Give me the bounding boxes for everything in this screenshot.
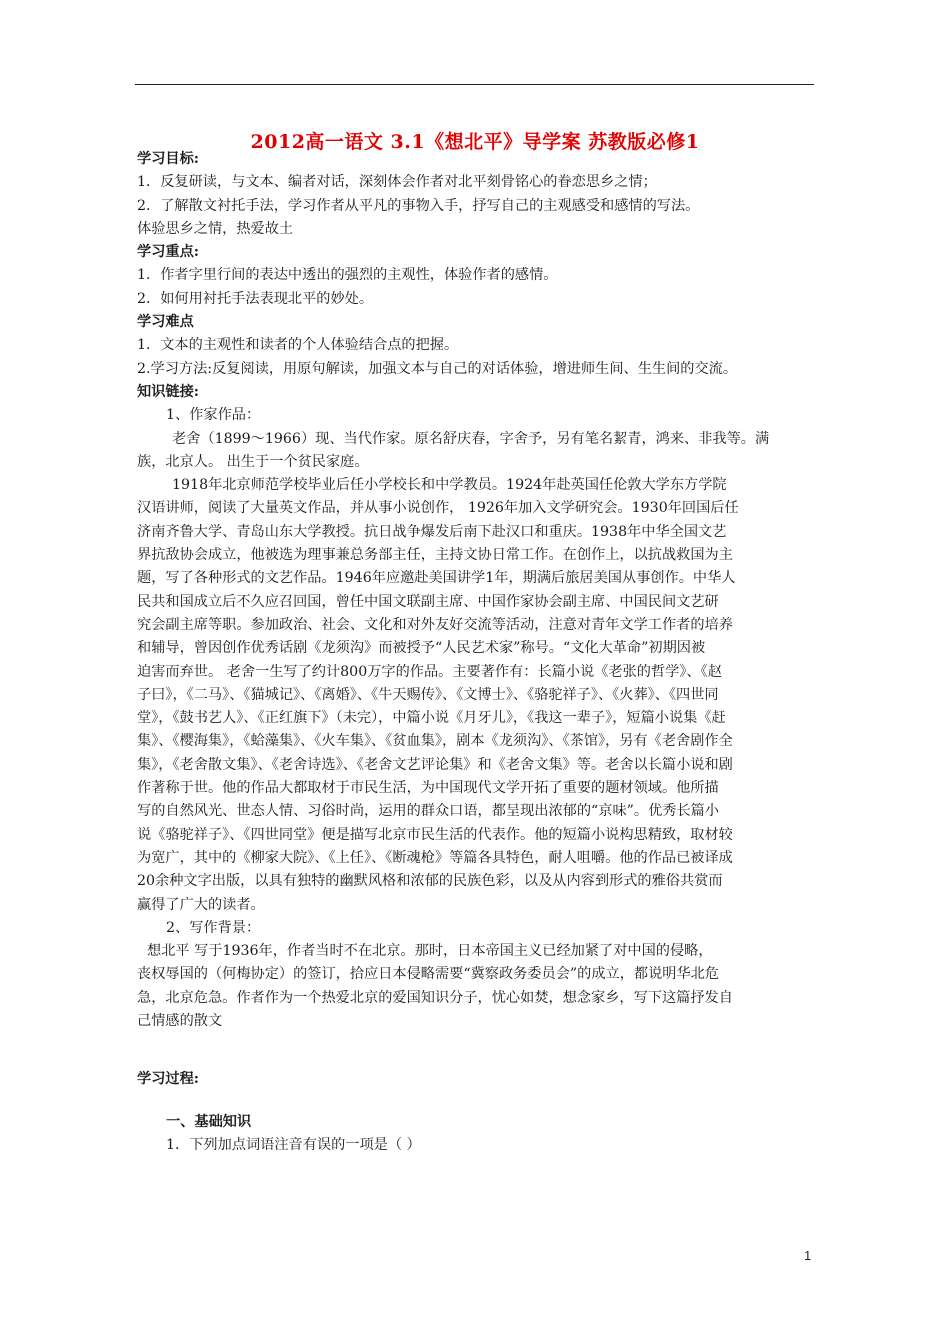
goals-heading: 学习目标: bbox=[137, 151, 199, 167]
links-subheading-background: 2、写作背景： bbox=[166, 919, 261, 936]
bio-line: 1918年北京师范学校毕业后任小学校长和中学教员。1924年赴英国任伦敦大学东方学院 bbox=[172, 477, 727, 494]
document-title: 2012高一语文 3.1《想北平》导学案 苏教版必修1 bbox=[250, 131, 700, 153]
intro-line: 老舍（1899～1966）现、当代作家。原名舒庆春，字舍予，另有笔名絜青，鸿来、非我等。满 bbox=[172, 430, 770, 447]
bio-line: 究会副主席等职。参加政治、社会、文化和对外友好交流等活动，注意对青年文学工作者的培养 bbox=[137, 616, 733, 633]
difficulty-item: 1．文本的主观性和读者的个人体验结合点的把握。 bbox=[137, 337, 459, 354]
basic-knowledge-heading: 一、基础知识 bbox=[166, 1113, 252, 1130]
bio-line: 迫害而弃世。 老舍一生写了约计800万字的作品。主要著作有：长篇小说《老张的哲学》、《赵 bbox=[137, 663, 722, 680]
spacer bbox=[137, 1057, 827, 1068]
bio-line: 汉语讲师，阅读了大量英文作品，并从事小说创作， 1926年加入文学研究会。1930年回国后任 bbox=[137, 500, 739, 517]
bio-line: 赢得了广大的读者。 bbox=[137, 896, 265, 913]
spacer bbox=[137, 1033, 827, 1056]
intro-line: 族，北京人。 出生于一个贫民家庭。 bbox=[137, 453, 369, 470]
bio-line: 说《骆驼祥子》、《四世同堂》便是描写北京市民生活的代表作。他的短篇小说构思精致，取材较 bbox=[137, 826, 733, 843]
spacer bbox=[137, 1091, 827, 1111]
document-body bbox=[137, 148, 827, 1157]
focus-heading: 学习重点: bbox=[137, 244, 199, 261]
goal-item: 1．反复研读，与文本、编者对话，深刻体会作者对北平刻骨铭心的眷恋思乡之情； bbox=[137, 174, 657, 191]
goal-item: 体验思乡之情，热爱故土 bbox=[137, 220, 294, 237]
process-heading: 学习过程: bbox=[137, 1070, 199, 1087]
question-1: 1．下列加点词语注音有误的一项是（ ） bbox=[166, 1137, 421, 1154]
background-line: 急，北京危急。作者作为一个热爱北京的爱国知识分子，忧心如焚，想念家乡，写下这篇抒发自 bbox=[137, 989, 733, 1006]
background-line: 想北平 写于1936年，作者当时不在北京。那时，日本帝国主义已经加紧了对中国的侵略， bbox=[147, 943, 713, 960]
focus-item: 1．作者字里行间的表达中透出的强烈的主观性，体验作者的感情。 bbox=[137, 267, 558, 284]
bio-line: 集》，《老舍散文集》、《老舍诗选》、《老舍文艺评论集》和《老舍文集》等。老舍以长篇小说和剧 bbox=[137, 756, 733, 773]
links-subheading-author: 1、作家作品： bbox=[166, 407, 261, 424]
bio-line: 作著称于世。他的作品大都取材于市民生活，为中国现代文学开拓了重要的题材领域。他所描 bbox=[137, 780, 719, 797]
bio-line: 济南齐鲁大学、青岛山东大学教授。抗日战争爆发后南下赴汉口和重庆。1938年中华全国文艺 bbox=[137, 523, 727, 540]
page-number: 1 bbox=[804, 1248, 812, 1263]
bio-line: 集》、《樱海集》，《蛤藻集》、《火车集》、《贫血集》，剧本《龙须沟》、《茶馆》，另有《老舍剧作全 bbox=[137, 733, 733, 750]
bio-line: 堂》，《鼓书艺人》、《正红旗下》（未完），中篇小说《月牙儿》，《我这一辈子》，短篇小说集《赶 bbox=[137, 710, 726, 727]
links-heading: 知识链接: bbox=[137, 383, 199, 400]
difficulty-item: 2.学习方法:反复阅读，用原句解读，加强文本与自己的对话体验，增进师生间、生生间的交流。 bbox=[137, 360, 738, 377]
difficulty-heading: 学习难点 bbox=[137, 314, 194, 331]
goal-item: 2．了解散文衬托手法，学习作者从平凡的事物入手，抒写自己的主观感受和感情的写法。 bbox=[137, 197, 700, 214]
bio-line: 20余种文字出版，以具有独特的幽默风格和浓郁的民族色彩，以及从内容到形式的雅俗共赏而 bbox=[137, 873, 723, 890]
bio-line: 写的自然风光、世态人情、习俗时尚，运用的群众口语，都呈现出浓郁的“京味”。优秀长篇小 bbox=[137, 803, 720, 820]
focus-item: 2．如何用衬托手法表现北平的妙处。 bbox=[137, 290, 374, 307]
bio-line: 和辅导，曾因创作优秀话剧《龙须沟》而被授予“人民艺术家”称号。“文化大革命”初期因被 bbox=[137, 640, 706, 657]
bio-line: 民共和国成立后不久应召回国，曾任中国文联副主席、中国作家协会副主席、中国民间文艺研 bbox=[137, 593, 719, 610]
bio-line: 为宽广，其中的《柳家大院》、《上任》、《断魂枪》等篇各具特色，耐人咀嚼。他的作品已被译成 bbox=[137, 849, 733, 866]
bio-line: 界抗敌协会成立，他被选为理事兼总务部主任，主持文协日常工作。在创作上，以抗战救国为主 bbox=[137, 547, 733, 564]
bio-line: 题，写了各种形式的文艺作品。1946年应邀赴美国讲学1年，期满后旅居美国从事创作。中华人 bbox=[137, 570, 736, 587]
bio-line: 子曰》，《二马》、《猫城记》、《离婚》、《牛天赐传》、《文博士》、《骆驼祥子》、《火葬》、《四世同 bbox=[137, 686, 719, 703]
background-line: 己情感的散文 bbox=[137, 1012, 223, 1029]
header-rule bbox=[135, 84, 814, 85]
background-line: 丧权辱国的（何梅协定）的签订，拾应日本侵略需要“冀察政务委员会”的成立，都说明华北危 bbox=[137, 966, 720, 983]
